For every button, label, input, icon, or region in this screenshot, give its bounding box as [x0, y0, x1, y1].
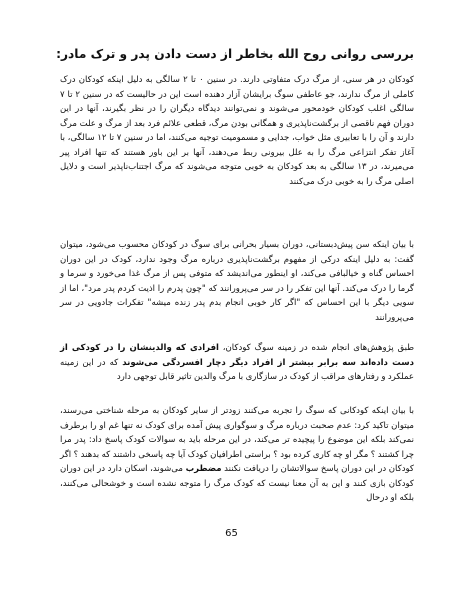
paragraph-text: طبق پژوهش‌های انجام شده در زمینه سوگ کودکان، [218, 343, 414, 353]
emphasized-text: مضطرب [185, 464, 222, 474]
paragraph-child-understanding-of-death: کودکان در هر سنی، از مرگ درک متفاوتی دارند. در سنین ۰ تا ۲ سالگی به دلیل اینکه کودکان درک کاملی از مرگ ندارند، جو عاطفی سوگ برایشان آزار دهنده است این در حالیست که در سنین ۲ تا ۷ سالگی اغلب کودکان خودمحور می‌شوند و نمی‌توانند دیدگاه دیگران را در نظر بگیرند، آنها در این دوران فهم ناقصی از برگشت‌ناپذیری و همگانی بودن مرگ، قطعی علائم فرد بعد از مرگ و علت مرگ دارند و آن را با تعابیری مثل خواب، جدایی و مسمومیت توجیه می‌کنند، اما در سنین ۷ تا ۱۲ سالگی، با آغاز تفکر انتزاعی مرگ را به علل بیرونی ربط می‌دهند، آنها بر این باور هستند که تنها افراد پیر می‌میرند، در ۱۳ سالگی به بعد کودکان به خوبی متوجه می‌شوند که مرگ اجتناب‌ناپذیر است و دلایل اصلی مرگ را به خوبی درک می‌کنند [60, 75, 414, 187]
emphasized-text: افرادی که والدینشان را در کودکی از دست داده‌اند سه برابر بیشتر از افراد دیگر دچار افسردگی می‌شوند [60, 343, 414, 368]
paragraph-text: با بیان اینکه کودکانی که سوگ را تجربه می‌کنند زودتر از سایر کودکان به مرحله شناختی می‌رسند، میتوان تاکید کرد: عدم صحبت درباره مرگ و سوگواری پیش آمده برای کودک نه تنها غم او را برطرف نمی‌کند بلکه این موضوع را پیچیده تر می‌کند، در این مرحله باید به سوالات کودک پاسخ داد: پدر مرا چرا کشتند ؟ مگر او چه کاری کرده بود ؟ براستی اطرافیان کودک آیا چه پاسخی داشتند که بدهند ؟ اگر کودکان در این دوران پاسخ سوالاتشان را دریافت نکنند [60, 406, 414, 474]
paragraph-preschool-grief: با بیان اینکه سن پیش‌دبستانی، دوران بسیار بحرانی برای سوگ در کودکان محسوب می‌شود، میتوان گفت: به دلیل اینکه درکی از مفهوم برگشت‌ناپذیری درباره مرگ وجود ندارد، کودک در این دوران احساس گناه و خیالبافی می‌کند، او اینطور می‌اندیشد که متوفی پس از مرگ غذا می‌خورد و سرما و گرما را درک می‌کند. آنها این تفکر را در سر می‌پرورانند که "چون پدرم را اذیت کردم پدر مرد"، اما از سویی دیگر با این احساس که "اگر کار خوبی انجام بدم پدر زنده میشه" تفکرات جادویی در سر می‌پرورانند [60, 240, 414, 323]
paragraph-research-depression [60, 341, 414, 385]
section-heading: بررسی روانی روح الله بخاطر از دست دادن پدر و ترک مادر: [56, 47, 414, 61]
paragraph-text: که در این زمینه عملکرد و رفتارهای مراقب از کودک در سازگاری با مرگ والدین تاثیر قابل توجهی دارد [60, 357, 414, 382]
page-number: 65 [225, 528, 238, 539]
paragraph-answering-questions [60, 404, 414, 506]
paragraph-text: می‌شوند، اسکان دارد در این دوران کودکان بازی کنند و این به آن معنا نیست که کودک مرگ را متوجه نشده است و خوشحالی می‌کنند، بلکه او درحال [60, 464, 414, 503]
